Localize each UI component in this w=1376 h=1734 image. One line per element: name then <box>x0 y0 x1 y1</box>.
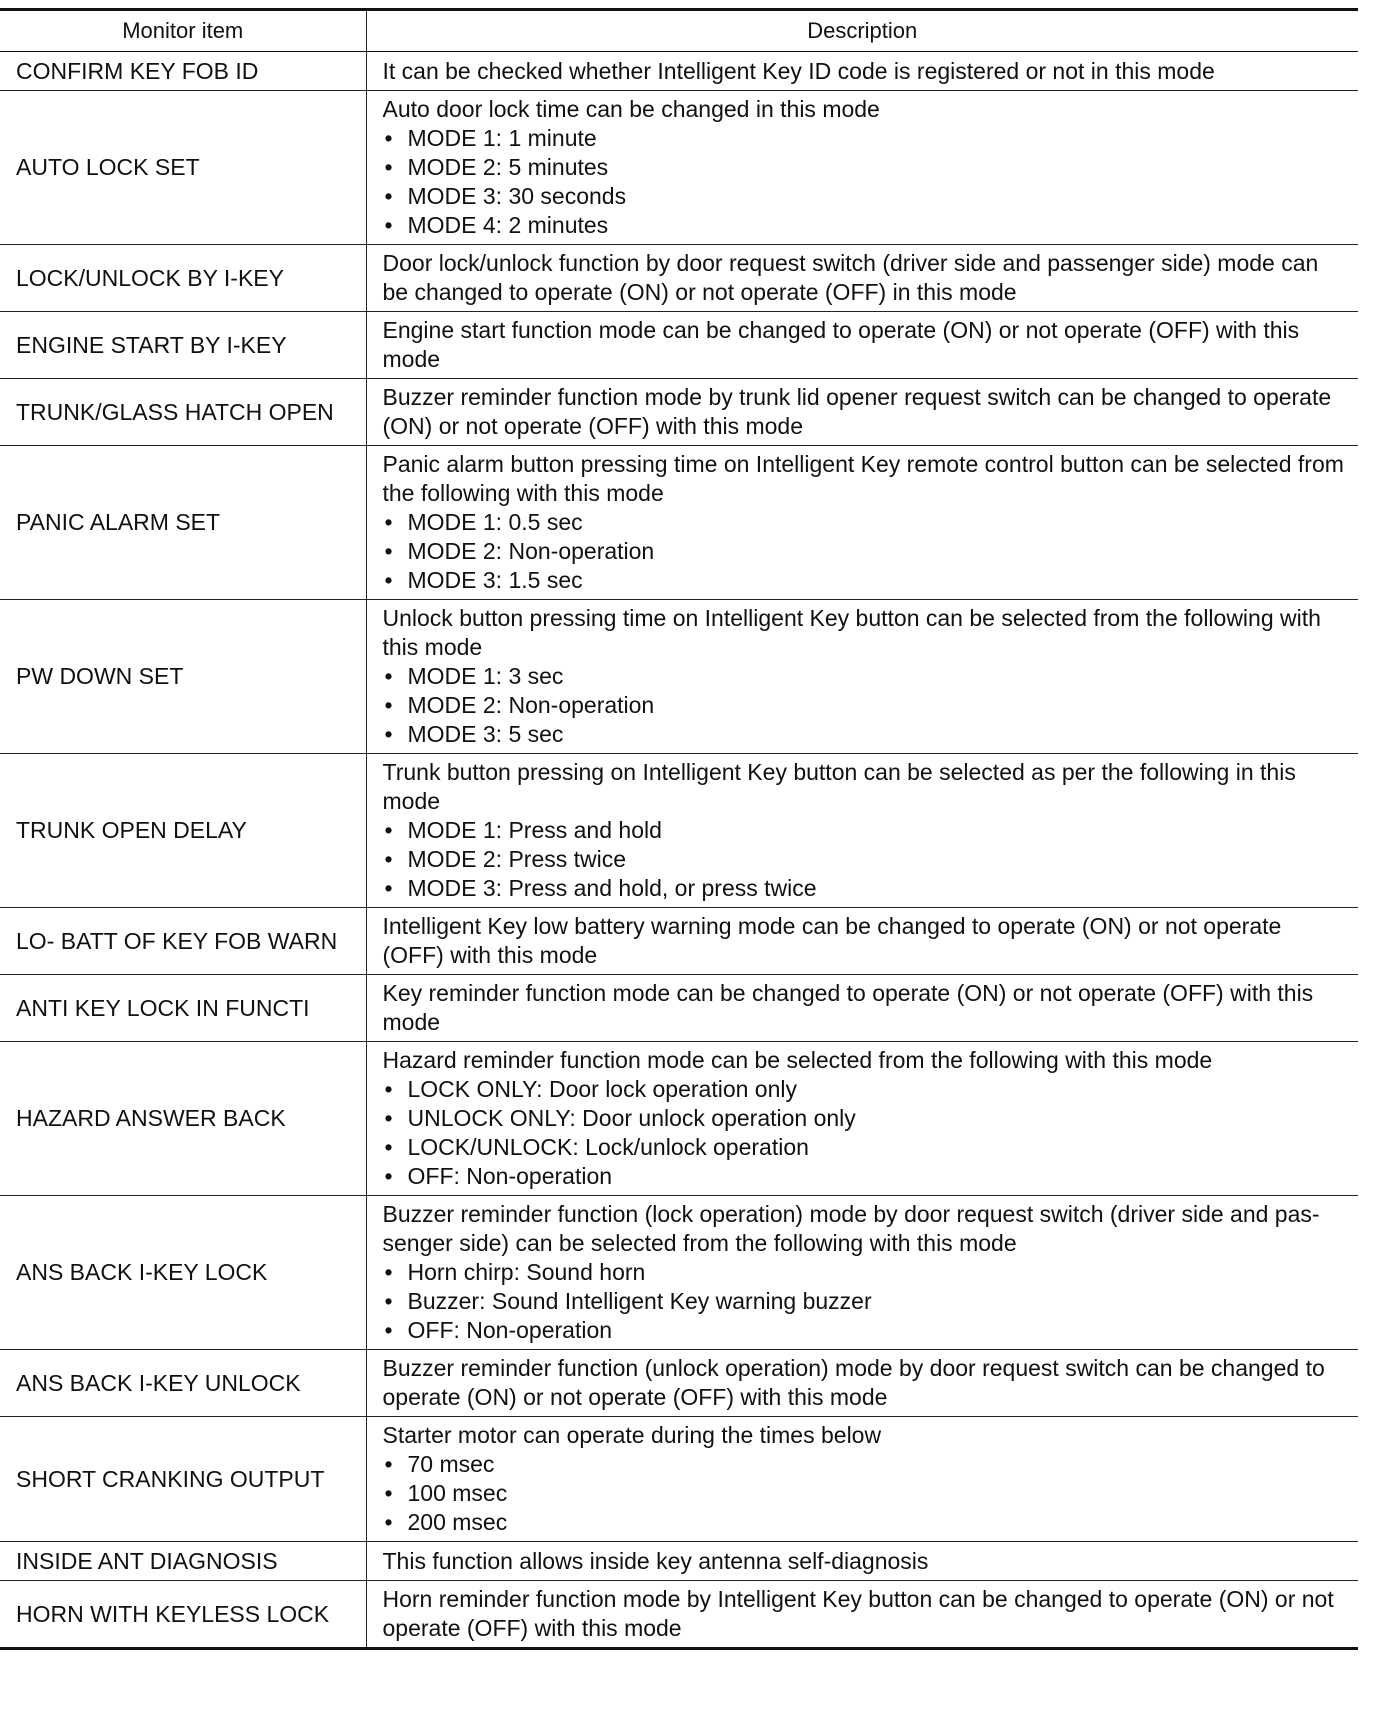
description-text: Door lock/unlock function by door request switch (driver side and passenger side) mode can be changed to operate (ON) or not operate (OFF) in this mode <box>382 250 1319 305</box>
option-list <box>383 662 1349 749</box>
monitor-item-cell: SHORT CRANKING OUTPUT <box>0 1417 366 1542</box>
monitor-item-cell: ANS BACK I-KEY UNLOCK <box>0 1350 366 1417</box>
description-text: Hazard reminder function mode can be selected from the following with this mode <box>382 1047 1213 1073</box>
monitor-item-table <box>0 8 1358 1650</box>
description-cell <box>366 245 1358 312</box>
option-item: • MODE 3: Press and hold, or press twice <box>383 874 1349 903</box>
description-cell <box>366 91 1358 245</box>
description-text: Starter motor can operate during the times below <box>382 1422 882 1448</box>
description-text: This function allows inside key antenna self-diagnosis <box>382 1547 929 1574</box>
description-text: Horn reminder function mode by Intelligent Key button can be changed to operate (ON) or not operate (OFF) with this mode <box>382 1586 1334 1641</box>
option-list <box>383 1450 1349 1537</box>
description-text: Engine start function mode can be changed to operate (ON) or not operate (OFF) with this mode <box>382 317 1300 372</box>
table-header-row <box>0 10 1358 52</box>
option-item: • 200 msec <box>383 1508 1349 1537</box>
table-row <box>0 754 1358 908</box>
monitor-item-cell: HAZARD ANSWER BACK <box>0 1042 366 1196</box>
table-row <box>0 312 1358 379</box>
description-cell <box>366 908 1358 975</box>
table-row <box>0 1350 1358 1417</box>
description-cell <box>366 1581 1358 1649</box>
monitor-item-cell: TRUNK OPEN DELAY <box>0 754 366 908</box>
option-item: • 100 msec <box>383 1479 1349 1508</box>
table-row <box>0 52 1358 91</box>
description-cell <box>366 754 1358 908</box>
monitor-item-cell: LOCK/UNLOCK BY I-KEY <box>0 245 366 312</box>
table-row <box>0 245 1358 312</box>
table-row <box>0 91 1358 245</box>
table-row <box>0 908 1358 975</box>
option-item: • OFF: Non-operation <box>383 1316 1349 1345</box>
monitor-item-cell: TRUNK/GLASS HATCH OPEN <box>0 379 366 446</box>
option-item: • 70 msec <box>383 1450 1349 1479</box>
description-text: Intelligent Key low battery warning mode can be changed to operate (ON) or not operate (OFF) with this mode <box>382 913 1282 968</box>
monitor-item-cell: LO- BATT OF KEY FOB WARN <box>0 908 366 975</box>
option-item: • MODE 3: 5 sec <box>383 720 1349 749</box>
option-item: • Horn chirp: Sound horn <box>383 1258 1349 1287</box>
monitor-item-cell: HORN WITH KEYLESS LOCK <box>0 1581 366 1649</box>
description-text: Panic alarm button pressing time on Intelligent Key remote control button can be selected from the following with this mode <box>382 451 1344 506</box>
description-cell <box>366 312 1358 379</box>
description-cell <box>366 600 1358 754</box>
description-cell <box>366 52 1358 91</box>
monitor-item-cell: ANTI KEY LOCK IN FUNCTI <box>0 975 366 1042</box>
description-text: Key reminder function mode can be changed to operate (ON) or not operate (OFF) with this mode <box>382 980 1314 1035</box>
description-text: Unlock button pressing time on Intelligent Key button can be selected from the following with this mode <box>382 605 1321 660</box>
option-list <box>383 816 1349 903</box>
description-cell <box>366 1196 1358 1350</box>
option-item: • MODE 4: 2 minutes <box>383 211 1349 240</box>
monitor-item-cell: PANIC ALARM SET <box>0 446 366 600</box>
option-item: • MODE 3: 30 seconds <box>383 182 1349 211</box>
table-row <box>0 1581 1358 1649</box>
table-row <box>0 975 1358 1042</box>
option-item: • MODE 2: 5 minutes <box>383 153 1349 182</box>
option-item: • MODE 1: 3 sec <box>383 662 1349 691</box>
description-text: Buzzer reminder function (unlock operation) mode by door request switch can be changed to operate (ON) or not operate (OFF) with this mode <box>382 1355 1325 1410</box>
option-list <box>383 508 1349 595</box>
option-list <box>383 1258 1349 1345</box>
description-text: Auto door lock time can be changed in this mode <box>382 96 880 122</box>
table-row <box>0 446 1358 600</box>
column-header-description: Description <box>366 10 1358 52</box>
option-item: • MODE 3: 1.5 sec <box>383 566 1349 595</box>
option-item: • UNLOCK ONLY: Door unlock operation only <box>383 1104 1349 1133</box>
monitor-item-cell: INSIDE ANT DIAGNOSIS <box>0 1542 366 1581</box>
option-item: • LOCK ONLY: Door lock operation only <box>383 1075 1349 1104</box>
table-row <box>0 379 1358 446</box>
monitor-item-cell: AUTO LOCK SET <box>0 91 366 245</box>
option-item: • MODE 1: 1 minute <box>383 124 1349 153</box>
description-text: Trunk button pressing on Intelligent Key button can be selected as per the following in this mode <box>382 759 1296 814</box>
table-row <box>0 600 1358 754</box>
table-row <box>0 1042 1358 1196</box>
option-list <box>383 124 1349 240</box>
option-item: • Buzzer: Sound Intelligent Key warning buzzer <box>383 1287 1349 1316</box>
option-item: • MODE 2: Press twice <box>383 845 1349 874</box>
description-cell <box>366 975 1358 1042</box>
table-row <box>0 1542 1358 1581</box>
description-cell <box>366 1042 1358 1196</box>
description-cell <box>366 379 1358 446</box>
monitor-item-cell: ANS BACK I-KEY LOCK <box>0 1196 366 1350</box>
monitor-item-cell: PW DOWN SET <box>0 600 366 754</box>
table-row <box>0 1196 1358 1350</box>
option-item: • MODE 1: Press and hold <box>383 816 1349 845</box>
description-text: It can be checked whether Intelligent Key ID code is registered or not in this mode <box>382 57 1215 84</box>
description-cell <box>366 446 1358 600</box>
option-item: • OFF: Non-operation <box>383 1162 1349 1191</box>
column-header-monitor-item: Monitor item <box>0 10 366 52</box>
option-item: • LOCK/UNLOCK: Lock/unlock operation <box>383 1133 1349 1162</box>
option-item: • MODE 2: Non-operation <box>383 537 1349 566</box>
description-text: Buzzer reminder function (lock operation) mode by door request switch (driver side and pas-senger side) can be selected from the following with this mode <box>382 1201 1320 1256</box>
option-item: • MODE 2: Non-operation <box>383 691 1349 720</box>
monitor-item-cell: ENGINE START BY I-KEY <box>0 312 366 379</box>
description-cell <box>366 1350 1358 1417</box>
monitor-item-cell: CONFIRM KEY FOB ID <box>0 52 366 91</box>
description-text: Buzzer reminder function mode by trunk lid opener request switch can be changed to operate (ON) or not operate (OFF) with this mode <box>382 384 1332 439</box>
option-item: • MODE 1: 0.5 sec <box>383 508 1349 537</box>
table-row <box>0 1417 1358 1542</box>
table-body <box>0 52 1358 1649</box>
option-list <box>383 1075 1349 1191</box>
description-cell <box>366 1542 1358 1581</box>
description-cell <box>366 1417 1358 1542</box>
